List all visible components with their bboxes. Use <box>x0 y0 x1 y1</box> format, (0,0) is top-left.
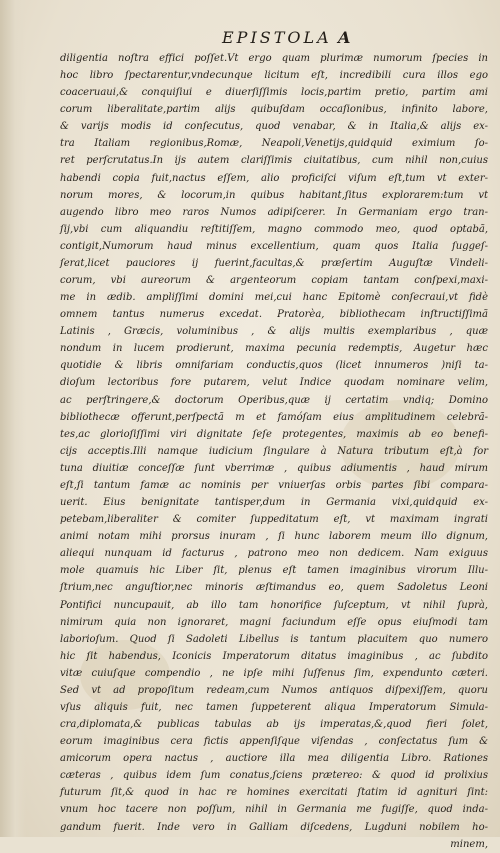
text-line: & varijs modis id conſecutus, quod venabar, & in Italia,& alijs ex- <box>60 121 488 133</box>
text-line: dioſum lectoribus fore putarem, velut Indice quodam nominare velim, <box>60 377 488 389</box>
text-line: Sed vt ad propoſitum redeam,cum Numos antiquos diſpexiſſem, quoru <box>60 684 488 696</box>
text-line: cæteras , quibus idem ſum conatus,ſciens prætereo: & quod id prolixius <box>60 770 488 782</box>
text-line: ret perſcrutatus.In ijs autem clariſſimis ciuitatibus, cum nihil non,cuius <box>60 155 488 167</box>
text-line: tra Italiam regionibus,Romæ, Neapoli,Venetijs,quidquid eximium ſo- <box>60 138 488 150</box>
text-line: augendo libro meo raros Numos adipiſcerer. In Germaniam ergo tran- <box>60 206 488 218</box>
text-line: vnum hoc tacere non poſſum, nihil in Germania me fugiſſe, quod inda- <box>60 804 488 816</box>
text-line: aliequi nunquam id facturus , patrono meo non dedicem. Nam exiguus <box>60 548 488 560</box>
text-line: norum mores, & locorum,in quibus habitant,ſitus explorarem:tum vt <box>60 189 488 201</box>
body-text <box>60 50 488 853</box>
running-title: EPISTOLA <box>222 28 332 47</box>
text-line: me in ædib. ampliſſimi domini mei,cui hanc Epitomè conſecraui,vt fidè <box>60 292 488 304</box>
text-line: ſij,vbi cum aliquandiu reſtitiſſem, magno commodo meo, quod optabã, <box>60 223 488 235</box>
text-line: bibliothecæ offerunt,perſpectã m et famóſam eius amplitudinem celebrã- <box>60 411 488 423</box>
text-line: diligentia noſtra effici poſſet.Vt ergo quam plurimæ numorum ſpecies in <box>60 53 488 64</box>
text-line: habendi copia fuit,nactus eſſem, alio proficiſci viſum eſt,tum vt exter- <box>60 172 488 184</box>
text-line: tes,ac glorioſiſſimi viri dignitate ſeſe protegentes, maximis ab eo benefi- <box>60 428 488 440</box>
text-line: tuna diuitiæ conceſſæ ſunt vberrimæ , quibus adiumentis , haud mirum <box>60 462 488 474</box>
text-line: hoc libro ſpectarentur,vndecunque licitum eſt, incredibili cura illos ego <box>60 70 488 82</box>
text-line: nondum in lucem prodierunt, maxima pecunia redemptis, Augetur hæc <box>60 343 488 355</box>
page-gutter-shadow <box>0 0 26 837</box>
text-line: vitæ cuiuſque compendio , ne ipſe mihi ſuſfenus ſim, expendunto cæteri. <box>60 667 488 679</box>
text-line: cijs acceptis.Illi namque iudicium ſingulare à Natura tributum eſt,à for <box>60 445 488 457</box>
text-line: corum, vbi aureorum & argenteorum copiam tantam conſpexi,maxi- <box>60 275 488 287</box>
text-line: contigit,Numorum haud minus excellentium, quam quos Italia ſuggeſ- <box>60 240 488 252</box>
text-line: nimirum quia non ignoraret, magni faciundum eſſe opus eiuſmodi tam <box>60 616 488 628</box>
text-line: ſtrium,nec anguſtior,nec minoris æſtimandus eo, quem Sadoletus Leoni <box>60 582 488 594</box>
text-line: hic ſit habendus, Iconicis Imperatorum ditatus imaginibus , ac ſubdito <box>60 650 488 662</box>
text-line: petebam,liberaliter & comiter ſuppeditatum eſt, vt maximam ingrati <box>60 514 488 526</box>
text-line: quotidie & libris omnifariam conductis,quos (licet innumeros )niſi ta- <box>60 360 488 372</box>
text-line: gandum fuerit. Inde vero in Galliam diſcedens, Lugduni nobilem ho- <box>60 821 488 833</box>
text-line: corum liberalitate,partim alijs quibuſdam occaſionibus, infinito labore, <box>60 104 488 116</box>
catch-letter: A <box>338 28 351 47</box>
text-line: Pontifici nuncupauit, ab illo tam honorifice ſuſceptum, vt nihil ſuprà, <box>60 599 488 611</box>
text-line: ſerat,licet pauciores ij fuerint,facultas,& præſertim Auguſtæ Vindeli- <box>60 257 488 269</box>
text-line: amicorum opera nactus , auctiore illa mea diligentia Libro. Rationes <box>60 753 488 765</box>
text-line: eſt,ſi tantum famæ ac nominis per vniuerſas orbis partes ſibi compara- <box>60 479 488 491</box>
text-line: futurum ſit,& quod in hac re homines exercitati ſtatim id agnituri ſint: <box>60 787 488 799</box>
text-line: mole quamuis hic Liber ſit, plenus eſt tamen imaginibus virorum Illu- <box>60 565 488 577</box>
text-line: minem, <box>450 838 488 850</box>
text-line: uerit. Eius benignitate tantisper,dum in Germania vixi,quidquid ex- <box>60 497 488 509</box>
text-line: vſus aliquis fuit, nec tamen ſuppeterent aliqua Imperatorum Simula- <box>60 701 488 713</box>
text-line: cra,diplomata,& publicas tabulas ab ijs imperatas,&,quod fieri ſolet, <box>60 719 488 731</box>
text-line: omnem tantus numerus excedat. Pratorèa, bibliothecam inſtructiſſimã <box>60 309 488 321</box>
text-line: animi notam mihi prorsus inuram , ſi hunc laborem meum illo dignum, <box>60 531 488 543</box>
text-line: ac perſtringere,& doctorum Operibus,quæ ij certatim vndiq; Domino <box>60 394 488 406</box>
text-line: laborioſum. Quod ſi Sadoleti Libellus is tantum placuitem quo numero <box>60 633 488 645</box>
text-line: Latinis , Græcis, voluminibus , & alijs multis exemplaribus , quæ <box>60 326 488 338</box>
page-header <box>0 28 500 52</box>
text-line: coaceruaui,& conquiſiui e diuerſiſſimis locis,partim pretio, partim ami <box>60 87 488 99</box>
text-line: eorum imaginibus cera fictis appenſiſque viſendas , conſectatus ſum & <box>60 736 488 748</box>
